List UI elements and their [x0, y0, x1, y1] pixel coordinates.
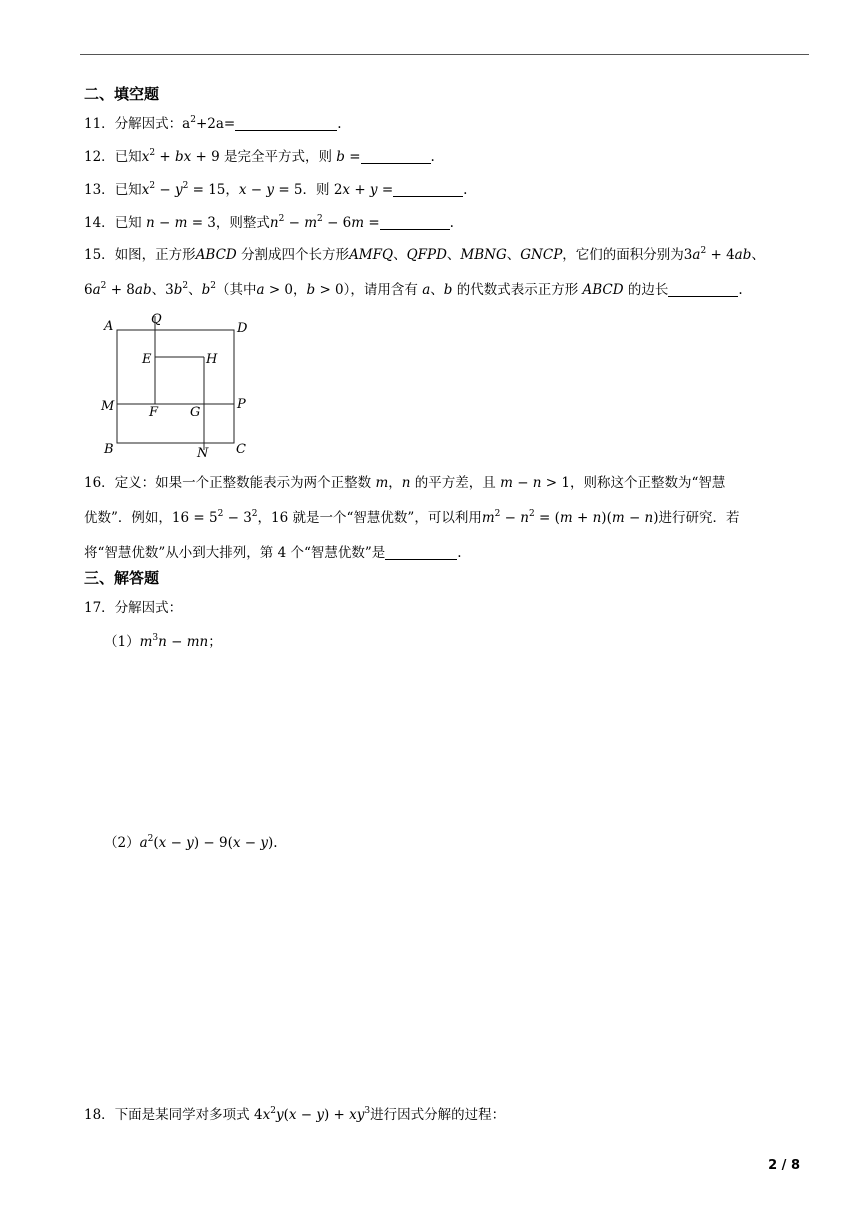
- question-number: 18．: [84, 1107, 115, 1123]
- square-abcd: [117, 330, 234, 443]
- question-number: 14．: [84, 215, 115, 231]
- question-15-line-1: 15．如图，正方形ABCD 分割成四个长方形AMFQ、QFPD、MBNG、GNCP，它们的面积分别为$3a^2 + 4ab$、: [84, 246, 765, 263]
- question-number: 15．: [84, 247, 115, 263]
- answer-blank[interactable]: [361, 149, 431, 164]
- label-G: G: [190, 405, 201, 420]
- question-17: 17．分解因式：: [84, 600, 183, 616]
- label-P: P: [237, 397, 246, 412]
- answer-blank[interactable]: [668, 282, 738, 297]
- question-13: 13．已知$x^2 - y^2 = 15$，x − y = 5．则 2x + y = .: [84, 181, 468, 198]
- section-title-fill-in: 二、填空题: [84, 85, 160, 103]
- label-C: C: [236, 442, 246, 457]
- question-15-line-2: $6a^2 + 8ab$、$3b^2$、$b^2$（其中a > 0，b > 0），请用含有 a、b 的代数式表示正方形 ABCD 的边长 .: [84, 281, 743, 298]
- answer-blank[interactable]: [235, 116, 337, 131]
- answer-blank[interactable]: [380, 215, 450, 230]
- label-E: E: [142, 352, 152, 367]
- question-11: 11．分解因式：$a^2+2a=$ .: [84, 115, 342, 132]
- question-number: 13．: [84, 182, 115, 198]
- question-18: 18．下面是某同学对多项式 $4x^2y(x - y) + xy^3$进行因式分解的过程：: [84, 1106, 506, 1123]
- header-rule: [80, 54, 809, 55]
- answer-blank[interactable]: [393, 182, 463, 197]
- question-16-line-2: 优数”．例如，$16 = 5^2 - 3^2$，16 就是一个“智慧优数”，可以利用$m^2 - n^2 = (m + n)(m - n)$进行研究．若: [84, 509, 740, 526]
- question-12: 12．已知$x^2$ + bx + 9 是完全平方式，则 b = .: [84, 148, 435, 165]
- square-diagram: [96, 308, 266, 458]
- answer-blank[interactable]: [385, 545, 457, 560]
- page-number: 2 / 8: [768, 1158, 800, 1173]
- label-A: A: [104, 319, 114, 334]
- label-N: N: [197, 446, 209, 458]
- question-number: 17．: [84, 600, 115, 616]
- question-17-part-1: $(1)m^3n$ − mn；: [104, 633, 222, 650]
- section-title-solutions: 三、解答题: [84, 569, 160, 587]
- question-number: 11．: [84, 116, 115, 132]
- question-number: 12．: [84, 149, 115, 165]
- question-16-line-3: 将“智慧优数”从小到大排列，第 4 个“智慧优数”是 .: [84, 545, 462, 561]
- question-17-part-2: $(2)a^2(x - y) - 9(x - y)$.: [104, 834, 278, 851]
- question-14: 14．已知 n − m = 3，则整式$n^2 - m^2 - 6m$ = .: [84, 214, 454, 231]
- label-D: D: [237, 321, 248, 336]
- label-B: B: [104, 442, 114, 457]
- label-M: M: [101, 399, 115, 414]
- label-Q: Q: [151, 312, 162, 327]
- question-number: 16．: [84, 475, 115, 491]
- label-F: F: [149, 405, 159, 420]
- question-16-line-1: 16．定义：如果一个正整数能表示为两个正整数 m，n 的平方差，且 m − n > 1，则称这个正整数为“智慧: [84, 475, 726, 491]
- label-H: H: [206, 352, 218, 367]
